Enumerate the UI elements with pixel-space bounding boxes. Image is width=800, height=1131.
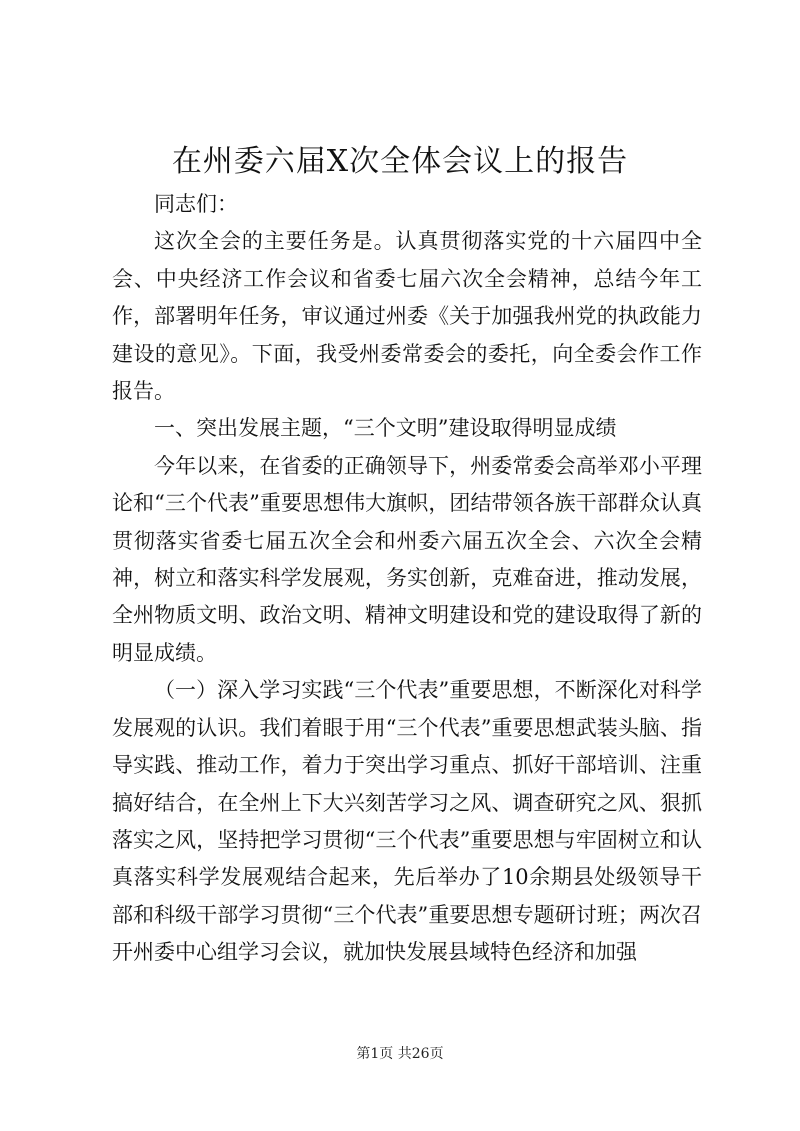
salutation-paragraph: 同志们：: [154, 192, 238, 216]
page-total: 共26页: [397, 1046, 444, 1062]
section-heading: 一、突出发展主题，“三个文明”建设取得明显成绩: [154, 416, 617, 441]
subsection-paragraph: （一）深入学习实践“三个代表”重要思想，不断深化对科学发展观的认识。我们着眼于用“三个代表”重要思想武装头脑、指导实践、推动工作，着力于突出学习重点、抓好干部培训、注重搞好结合，在全州上下大兴刻苦学习之风、调查研究之风、狠抓落实之风，坚持把学习贯彻“三个代表”重要思想与牢固树立和认真落实科学发展观结合起来，先后举办了10余期县处级领导干部和科级干部学习贯彻“三个代表”重要思想专题研讨班；两次召开州委中心组学习会议，就加快发展县域特色经济和加强: [112, 678, 702, 965]
page-footer: [0, 1044, 800, 1064]
body-paragraph: 今年以来，在省委的正确领导下，州委常委会高举邓小平理论和“三个代表”重要思想伟大旗帜，团结带领各族干部群众认真贯彻落实省委七届五次全会和州委六届五次全会、六次全会精神，树立和落实科学发展观，务实创新，克难奋进，推动发展，全州物质文明、政治文明、精神文明建设和党的建设取得了新的明显成绩。: [112, 453, 702, 665]
document-body: [112, 186, 702, 972]
intro-paragraph: 这次全会的主要任务是。认真贯彻落实党的十六届四中全会、中央经济工作会议和省委七届六次全会精神，总结今年工作，部署明年任务，审议通过州委《关于加强我州党的执政能力建设的意见》。下面，我受州委常委会的委托，向全委会作工作报告。: [112, 229, 702, 404]
document-title: 在州委六届X次全体会议上的报告: [171, 144, 629, 179]
page-number: 第1页: [356, 1046, 394, 1062]
